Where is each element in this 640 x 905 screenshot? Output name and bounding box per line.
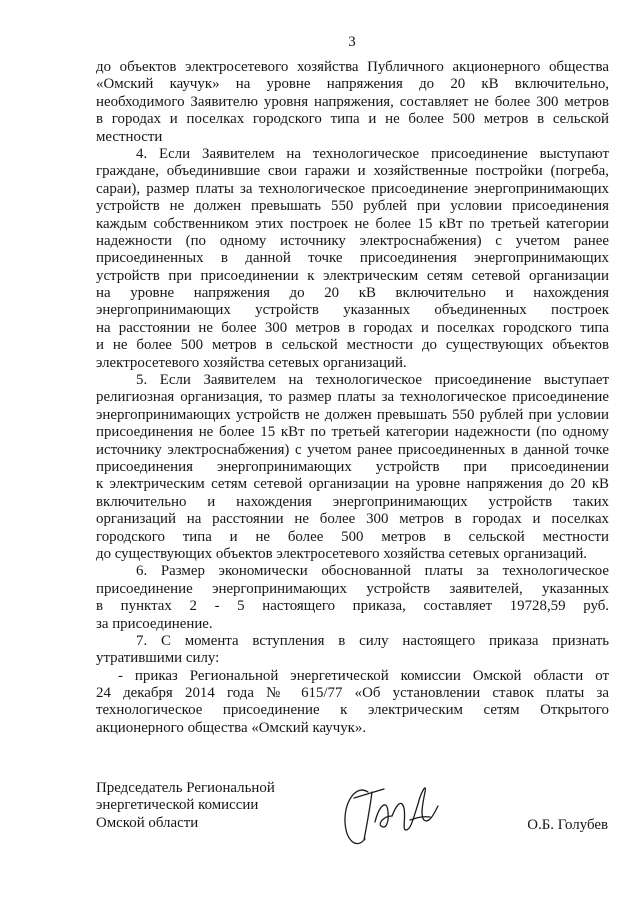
body-line: энергопринимающих устройств указанных объединенных построек bbox=[96, 302, 609, 319]
body-line: «Омский каучук» на уровне напряжения до 20 кВ включительно, bbox=[96, 76, 609, 93]
paragraph-item-6 bbox=[96, 563, 609, 633]
body-line: электросетевого хозяйства сетевых организаций. bbox=[96, 354, 407, 371]
body-line: присоединения не более 15 кВт по третьей категории надежности (по одному bbox=[96, 424, 609, 441]
body-line: надежности (по одному источнику электроснабжения) с учетом ранее bbox=[96, 232, 609, 249]
body-line: и не более 500 метров в сельской местности до существующих объектов bbox=[96, 337, 609, 354]
signatory-title-line: Омской области bbox=[96, 814, 199, 831]
paragraph-continuation bbox=[96, 59, 609, 146]
body-line: включительно и нахождения энергопринимающих устройств таких bbox=[96, 493, 609, 510]
signatory-name: О.Б. Голубев bbox=[527, 817, 608, 833]
body-line: в городах и поселках городского типа и не более 500 метров в сельской bbox=[96, 111, 609, 128]
body-line: 4. Если Заявителем на технологическое присоединение выступают bbox=[136, 145, 609, 162]
signatory-title-line: энергетической комиссии bbox=[96, 797, 259, 814]
paragraph-item-4 bbox=[96, 146, 609, 372]
body-line: 6. Размер экономически обоснованной платы за технологическое bbox=[136, 563, 609, 580]
body-line: за присоединение. bbox=[96, 615, 213, 632]
body-line: организаций на расстоянии не более 300 метров в городах и поселках bbox=[96, 511, 609, 528]
body-line: до существующих объектов электросетевого хозяйства сетевых организаций. bbox=[96, 545, 588, 562]
body-line: 5. Если Заявителем на технологическое присоединение выступает bbox=[136, 372, 609, 389]
body-line: необходимого Заявителю уровня напряжения, составляет не более 300 метров bbox=[96, 93, 609, 110]
handwritten-signature bbox=[334, 776, 444, 854]
body-line: утратившими силу: bbox=[96, 650, 220, 667]
body-line: местности bbox=[96, 128, 163, 145]
body-line: религиозная организация, то размер платы за технологическое присоединение bbox=[96, 389, 609, 406]
body-line: акционерного общества «Омский каучук». bbox=[96, 719, 367, 736]
body-line: каждым собственником этих построек не более 15 кВт по третьей категории bbox=[96, 215, 609, 232]
body-line: сараи), размер платы за технологическое присоединение энергопринимающих bbox=[96, 180, 609, 197]
body-line: в пунктах 2 - 5 настоящего приказа, составляет 19728,59 руб. bbox=[96, 598, 609, 615]
body-line: к электрическим сетям сетевой организации на уровне напряжения до 20 кВ bbox=[96, 476, 609, 493]
signatory-title bbox=[96, 780, 316, 832]
body-line: до объектов электросетевого хозяйства Публичного акционерного общества bbox=[96, 59, 609, 75]
paragraph-item-5 bbox=[96, 372, 609, 563]
body-line: - приказ Региональной энергетической комиссии Омской области от bbox=[118, 667, 609, 684]
signatory-title-line: Председатель Региональной bbox=[96, 780, 275, 796]
body-line: городского типа и не более 500 метров в сельской местности bbox=[96, 528, 609, 545]
paragraph-repealed-order bbox=[96, 668, 609, 738]
paragraph-item-7 bbox=[96, 633, 609, 668]
body-line: источнику электроснабжения) с учетом ранее присоединенных в данной точке bbox=[96, 441, 609, 458]
body-line: присоединенных в данной точке присоединения энергопринимающих bbox=[96, 250, 609, 267]
body-line: на уровне напряжения до 20 кВ включительно и нахождения bbox=[96, 285, 609, 302]
body-line: присоединение энергопринимающих устройств заявителей, указанных bbox=[96, 580, 609, 597]
body-line: устройств не должен превышать 550 рублей при условии присоединения bbox=[96, 198, 609, 215]
body-line: граждане, объединившие свои гаражи и хозяйственные постройки (погреба, bbox=[96, 163, 609, 180]
body-line: 7. С момента вступления в силу настоящего приказа признать bbox=[136, 632, 609, 649]
body-line: присоединения энергопринимающих устройств при присоединении bbox=[96, 458, 609, 475]
body-line: энергопринимающих устройств не должен превышать 550 рублей при условии bbox=[96, 406, 609, 423]
body-line: 24 декабря 2014 года № 615/77 «Об установлении ставок платы за bbox=[96, 685, 609, 702]
document-body bbox=[96, 59, 609, 737]
body-line: технологическое присоединение к электрическим сетям Открытого bbox=[96, 702, 609, 719]
body-line: на расстоянии не более 300 метров в городах и поселках городского типа bbox=[96, 319, 609, 336]
page-number: 3 bbox=[348, 34, 356, 50]
body-line: устройств при присоединении к электрическим сетям сетевой организации bbox=[96, 267, 609, 284]
